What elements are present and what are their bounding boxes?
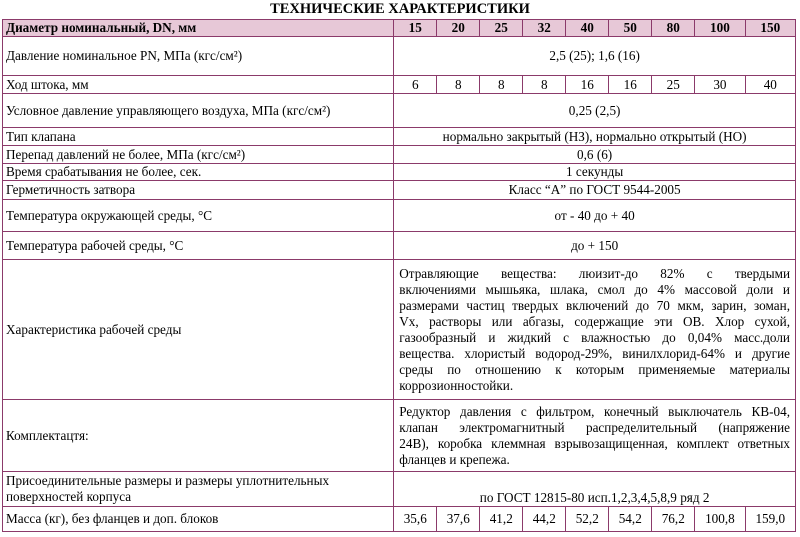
row-label: Присоединительные размеры и размеры уплотнительных поверхностей корпуса [3,472,394,507]
table-row [3,164,796,181]
text-line: Редуктор давления с фильтром, конечный выключатель КВ-04, [399,403,790,419]
spec-table [2,19,796,532]
table-row [3,472,796,507]
page-title: ТЕХНИЧЕСКИЕ ХАРАКТЕРИСТИКИ [270,1,530,17]
row-label: Герметичность затвора [3,181,394,200]
row-cell: 16 [566,76,609,94]
row-cell: 54,2 [609,507,652,532]
header-size: 50 [609,20,652,37]
medium-description [394,260,796,400]
row-label: Температура рабочей среды, °С [3,232,394,260]
row-cell: 25 [652,76,695,94]
text-line: коррозионностойки. [399,377,514,393]
row-cell: 8 [523,76,566,94]
table-row [3,200,796,232]
row-value: нормально закрытый (НЗ), нормально открытый (НО) [394,128,796,146]
table-row [3,400,796,472]
text-line: включениями мышьяка, шлака, смол до 4% массовой доли и [399,281,790,297]
text-line: Отравляющие вещества: люизит-до 82% с твердыми [399,265,790,281]
table-row [3,76,796,94]
header-size: 40 [566,20,609,37]
table-row [3,507,796,532]
text-line: размерами частиц твердых включений до 70 мкм, зарин, зоман, [399,297,790,313]
row-label: Комплектацтя: [3,400,394,472]
row-value: Класс “А” по ГОСТ 9544-2005 [394,181,796,200]
row-label: Условное давление управляющего воздуха, МПа (кгс/см²) [3,94,394,128]
text-line: Vx, растворы или абгазы, содержащие эти ОВ. Хлор сухой, [399,313,790,329]
header-label: Диаметр номинальный, DN, мм [3,20,394,37]
row-cell: 40 [745,76,795,94]
header-size: 32 [523,20,566,37]
row-label: Температура окружающей среды, °С [3,200,394,232]
row-cell: 8 [437,76,480,94]
text-line: клапан электромагнитный распределительный (напряжение [399,419,790,435]
header-row [3,20,796,37]
row-value: по ГОСТ 12815-80 исп.1,2,3,4,5,8,9 ряд 2 [394,472,796,507]
row-value: до + 150 [394,232,796,260]
row-cell: 159,0 [745,507,795,532]
row-value: 2,5 (25); 1,6 (16) [394,37,796,76]
row-label: Перепад давлений не более, МПа (кгс/см²) [3,146,394,164]
row-cell: 44,2 [523,507,566,532]
table-row [3,37,796,76]
header-size: 20 [437,20,480,37]
table-row [3,232,796,260]
header-size: 100 [695,20,745,37]
row-label: Ход штока, мм [3,76,394,94]
header-size: 15 [394,20,437,37]
table-row [3,146,796,164]
row-label: Характеристика рабочей среды [3,260,394,400]
row-value: 0,6 (6) [394,146,796,164]
table-row [3,128,796,146]
header-size: 150 [745,20,795,37]
row-cell: 35,6 [394,507,437,532]
row-value: 1 секунды [394,164,796,181]
row-cell: 37,6 [437,507,480,532]
row-cell: 41,2 [480,507,523,532]
table-row [3,181,796,200]
header-size: 80 [652,20,695,37]
row-label: Давление номинальное PN, МПа (кгс/см²) [3,37,394,76]
row-cell: 76,2 [652,507,695,532]
row-cell: 100,8 [695,507,745,532]
header-size: 25 [480,20,523,37]
table-row [3,94,796,128]
row-cell: 8 [480,76,523,94]
kit-description [394,400,796,472]
row-label: Масса (кг), без фланцев и доп. блоков [3,507,394,532]
text-line: среды по отношению к которым применяемые материалы [399,361,790,377]
row-cell: 6 [394,76,437,94]
row-cell: 52,2 [566,507,609,532]
row-label: Время срабатывания не более, сек. [3,164,394,181]
row-cell: 16 [609,76,652,94]
row-value: 0,25 (2,5) [394,94,796,128]
text-line: 24В), коробка клеммная взрывозащищенная, комплект ответных [399,435,790,451]
table-row [3,260,796,400]
text-line: вещества. хлористый водород-29%, винилхлорид-64% и другие [399,345,790,361]
row-cell: 30 [695,76,745,94]
text-line: газообразный и жидкий с влажностью до 0,04% масс.доли [399,329,790,345]
row-label: Тип клапана [3,128,394,146]
text-line: фланцев и крепежа. [399,451,510,467]
row-value: от - 40 до + 40 [394,200,796,232]
